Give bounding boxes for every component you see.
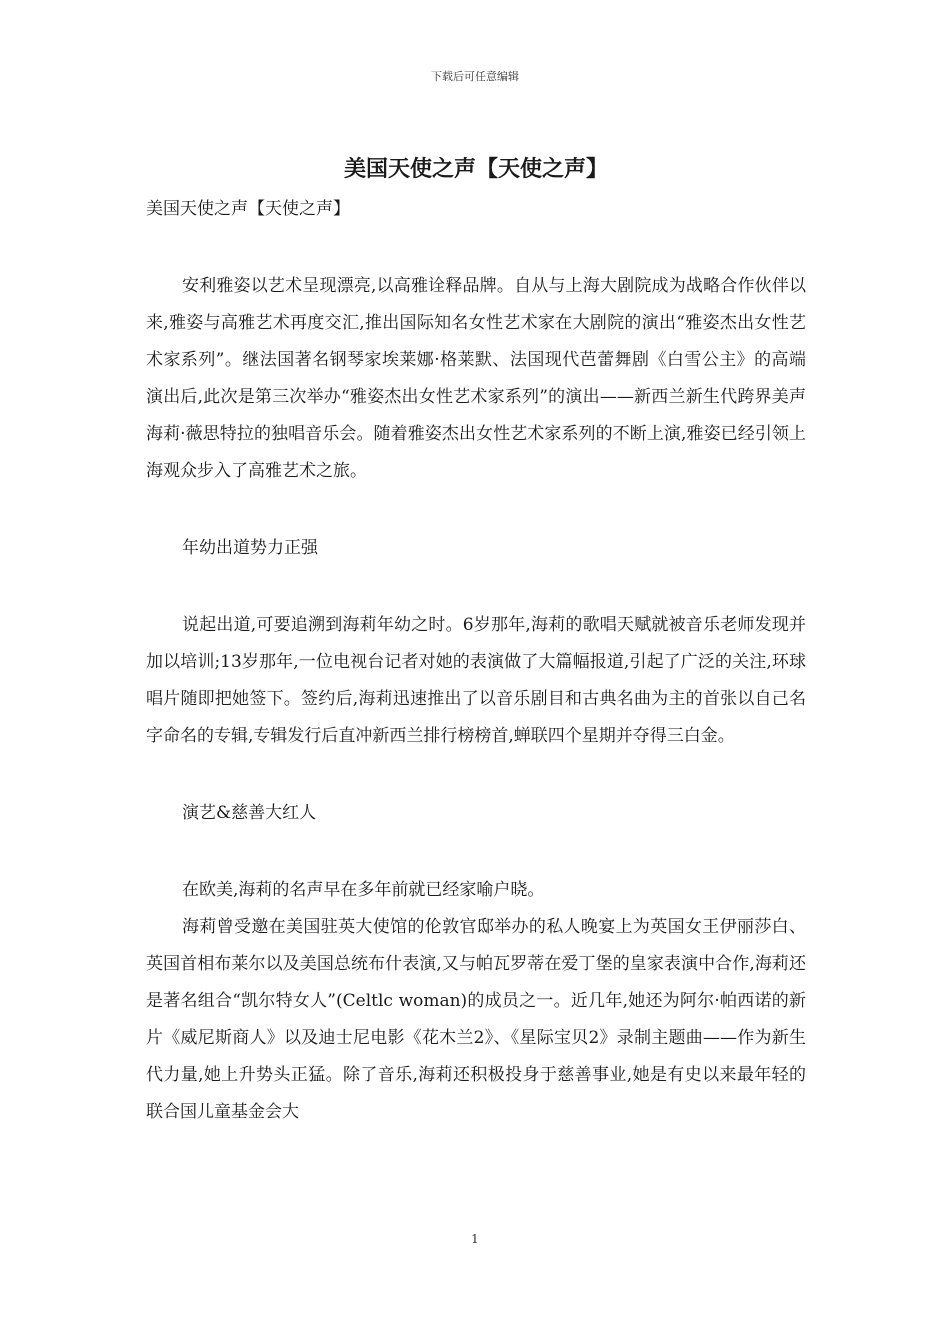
page-number: 1 <box>471 1232 479 1246</box>
paragraph-early-career: 说起出道,可要追溯到海莉年幼之时。6岁那年,海莉的歌唱天赋就被音乐老师发现并加以培训;13岁那年,一位电视台记者对她的表演做了大篇幅报道,引起了广泛的关注,环球唱片随即把她签下。签约后,海莉迅速推出了以音乐剧目和古典名曲为主的首张以自己名字命名的专辑,专辑发行后直冲新西兰排行榜榜首,蝉联四个星期并夺得三白金。 <box>146 615 806 746</box>
page-header: 下载后可任意编辑 <box>431 70 519 83</box>
section-heading-early-career: 年幼出道势力正强 <box>182 538 318 558</box>
paragraph-intro: 安利雅姿以艺术呈现漂亮,以高雅诠释品牌。自从与上海大剧院成为战略合作伙伴以来,雅姿与高雅艺术再度交汇,推出国际知名女性艺术家在大剧院的演出“雅姿杰出女性艺术家系列”。继法国著名钢琴家埃莱娜·格莱默、法国现代芭蕾舞剧《白雪公主》的高端演出后,此次是第三次举办“雅姿杰出女性艺术家系列”的演出——新西兰新生代跨界美声海莉·薇思特拉的独唱音乐会。随着雅姿杰出女性艺术家系列的不断上演,雅姿已经引领上海观众步入了高雅艺术之旅。 <box>146 276 806 481</box>
spacer <box>146 490 806 530</box>
spacer <box>146 224 806 268</box>
spacer <box>146 755 806 795</box>
document-subtitle: 美国天使之声【天使之声】 <box>146 199 350 219</box>
document-title: 美国天使之声【天使之声】 <box>343 157 608 182</box>
paragraph-fame: 在欧美,海莉的名声早在多年前就已经家喻户晓。 <box>182 880 545 900</box>
spacer <box>146 832 806 872</box>
paragraph-performances: 海莉曾受邀在美国驻英大使馆的伦敦官邸举办的私人晚宴上为英国女王伊丽莎白、英国首相布莱尔以及美国总统布什表演,又与帕瓦罗蒂在爱丁堡的皇家表演中合作,海莉还是著名组合“凯尔特女人”(Celtlc woman)的成员之一。近几年,她还为阿尔·帕西诺的新片《威尼斯商人》以及迪士尼电影《花木兰2》、《星际宝贝2》录制主题曲——作为新生代力量,她上升势头正猛。除了音乐,海莉还积极投身于慈善事业,她是有史以来最年轻的联合国儿童基金会大 <box>146 917 806 1122</box>
spacer <box>146 567 806 607</box>
section-heading-charity: 演艺&慈善大红人 <box>182 803 317 823</box>
document-body <box>146 150 806 1131</box>
